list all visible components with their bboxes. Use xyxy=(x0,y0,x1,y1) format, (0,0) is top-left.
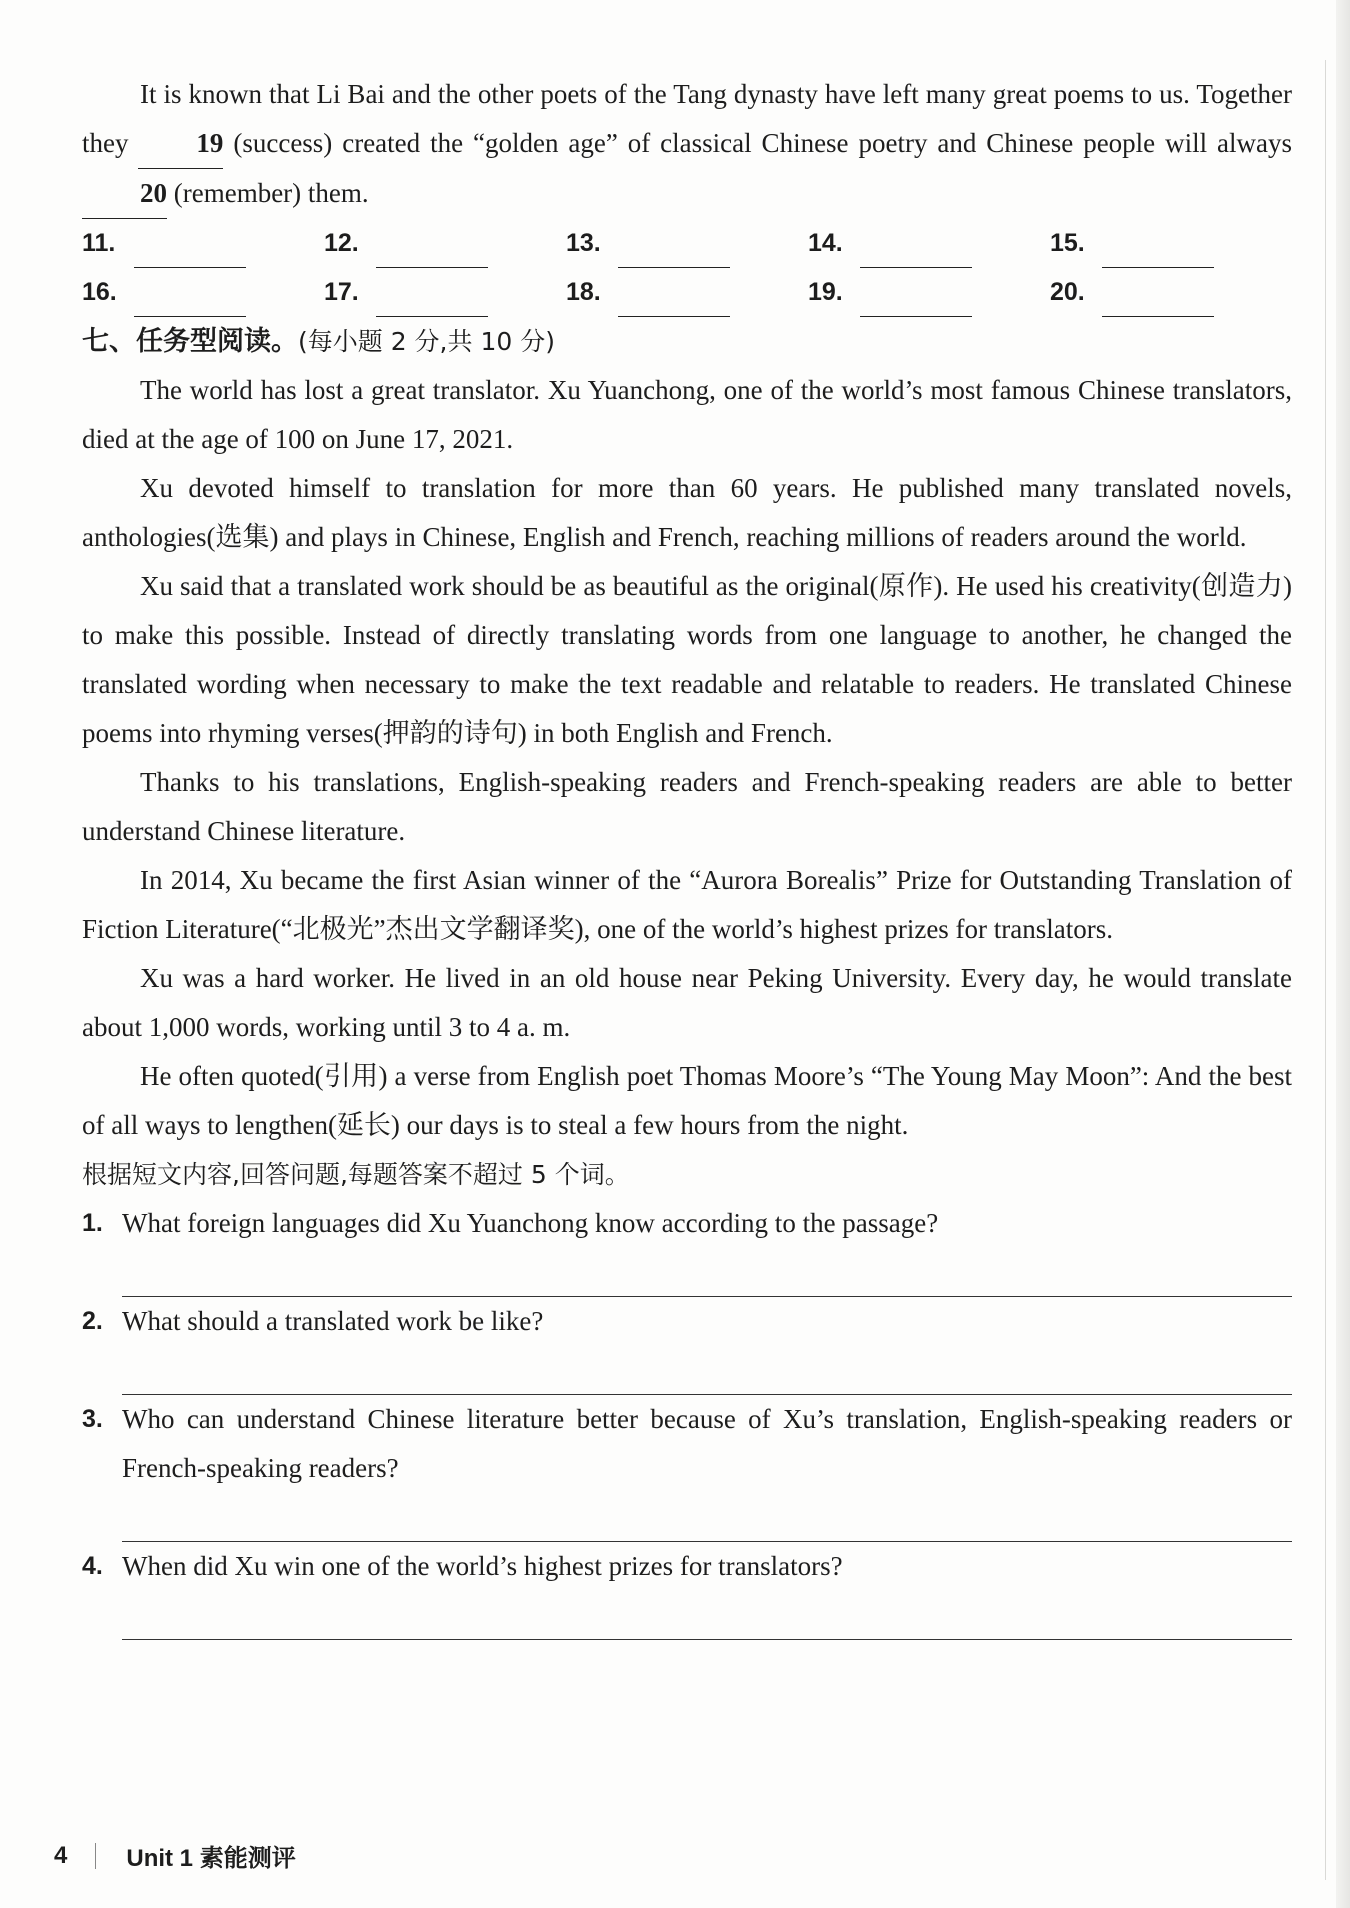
answer-line[interactable] xyxy=(376,233,488,268)
reading-paragraph: In 2014, Xu became the first Asian winner of the “Aurora Borealis” Prize for Outstanding Translation of Fiction Literature(“北极光”杰出文学翻译奖), one of the world’s highest prizes for translators. xyxy=(82,865,1292,944)
answer-line[interactable] xyxy=(618,282,730,317)
answer-line[interactable] xyxy=(860,282,972,317)
blank-19: 19 xyxy=(138,119,223,169)
answer-line[interactable] xyxy=(1102,233,1214,268)
page-number: 4 xyxy=(54,1841,68,1869)
reading-paragraph: Xu said that a translated work should be as beautiful as the original(原作). He used his creativity(创造力) to make this possible. Instead of directly translating words from one language to another, he changed the translated wording when necessary to make the text readable and relatable to readers. He translated Chinese poems into rhyming verses(押韵的诗句) in both English and French. xyxy=(82,571,1292,748)
passage-ending-paragraph xyxy=(82,70,1292,219)
question-text: Who can understand Chinese literature better because of Xu’s translation, English-speaking readers or French-speaking readers? xyxy=(122,1404,1292,1483)
answer-number: 17. xyxy=(324,278,359,306)
section-title: 七、任务型阅读。 xyxy=(82,326,298,357)
answer-line-1[interactable] xyxy=(122,1248,1292,1297)
answer-number: 20. xyxy=(1050,278,1085,306)
page-edge-line xyxy=(1325,60,1326,1880)
answer-line-2[interactable] xyxy=(122,1346,1292,1395)
answer-number: 14. xyxy=(808,229,843,257)
answer-number: 18. xyxy=(566,278,601,306)
instruction-text: 根据短文内容,回答问题,每题答案不超过 5 个词。 xyxy=(82,1160,630,1189)
answer-number: 11. xyxy=(82,229,116,257)
answer-number: 13. xyxy=(566,229,601,257)
answer-number: 19. xyxy=(808,278,843,306)
answer-line[interactable] xyxy=(134,233,246,268)
passage-text: It is known that Li Bai and the other poets of the Tang dynasty have left many great poems to us. Together they xyxy=(82,79,1292,158)
answer-number: 12. xyxy=(324,229,359,257)
blank-20: 20 xyxy=(82,169,167,219)
passage-text: (remember) them. xyxy=(167,178,369,208)
question-3 xyxy=(82,1395,1292,1493)
answer-line[interactable] xyxy=(860,233,972,268)
reading-paragraph: Xu was a hard worker. He lived in an old house near Peking University. Every day, he would translate about 1,000 words, working until 3 to 4 a. m. xyxy=(82,963,1292,1042)
reading-paragraph: Xu devoted himself to translation for more than 60 years. He published many translated novels, anthologies(选集) and plays in Chinese, English and French, reaching millions of readers around the world. xyxy=(82,473,1292,552)
answer-cell xyxy=(1050,219,1292,268)
page-edge-shadow xyxy=(1336,0,1350,1908)
answer-row xyxy=(82,219,1292,268)
answer-line[interactable] xyxy=(376,282,488,317)
answer-cell xyxy=(566,219,808,268)
answer-line[interactable] xyxy=(1102,282,1214,317)
answer-number: 16. xyxy=(82,278,117,306)
question-2 xyxy=(82,1297,1292,1346)
question-1 xyxy=(82,1199,1292,1248)
question-text: What foreign languages did Xu Yuanchong know according to the passage? xyxy=(122,1208,939,1238)
answer-grid xyxy=(82,219,1292,317)
answer-cell xyxy=(82,219,324,268)
answer-cell xyxy=(82,268,324,317)
footer-divider xyxy=(95,1843,96,1869)
passage-text: (success) created the “golden age” of classical Chinese poetry and Chinese people will always xyxy=(223,128,1292,158)
question-number: 2. xyxy=(82,1307,103,1335)
answer-cell xyxy=(566,268,808,317)
answer-number: 15. xyxy=(1050,229,1085,257)
reading-paragraph: He often quoted(引用) a verse from English poet Thomas Moore’s “The Young May Moon”: And the best of all ways to lengthen(延长) our days is to steal a few hours from the night. xyxy=(82,1061,1292,1140)
section-points: (每小题 2 分,共 10 分) xyxy=(298,327,555,356)
answer-row xyxy=(82,268,1292,317)
reading-paragraph: Thanks to his translations, English-speaking readers and French-speaking readers are able to better understand Chinese literature. xyxy=(82,767,1292,846)
answer-line[interactable] xyxy=(134,282,246,317)
section-heading xyxy=(82,317,1292,366)
question-4 xyxy=(82,1542,1292,1591)
answer-line-4[interactable] xyxy=(122,1591,1292,1640)
page-footer xyxy=(54,1838,296,1873)
answer-cell xyxy=(324,219,566,268)
answer-cell xyxy=(808,219,1050,268)
question-text: When did Xu win one of the world’s highest prizes for translators? xyxy=(122,1551,843,1581)
question-text: What should a translated work be like? xyxy=(122,1306,544,1336)
answer-cell xyxy=(324,268,566,317)
page-content xyxy=(82,70,1292,1640)
question-number: 4. xyxy=(82,1552,103,1580)
answer-cell xyxy=(808,268,1050,317)
answer-line-3[interactable] xyxy=(122,1493,1292,1542)
answer-cell xyxy=(1050,268,1292,317)
answer-line[interactable] xyxy=(618,233,730,268)
question-number: 1. xyxy=(82,1209,103,1237)
reading-paragraph: The world has lost a great translator. Xu Yuanchong, one of the world’s most famous Chinese translators, died at the age of 100 on June 17, 2021. xyxy=(82,375,1292,454)
unit-label: Unit 1 素能测评 xyxy=(126,1845,296,1872)
question-number: 3. xyxy=(82,1405,103,1433)
